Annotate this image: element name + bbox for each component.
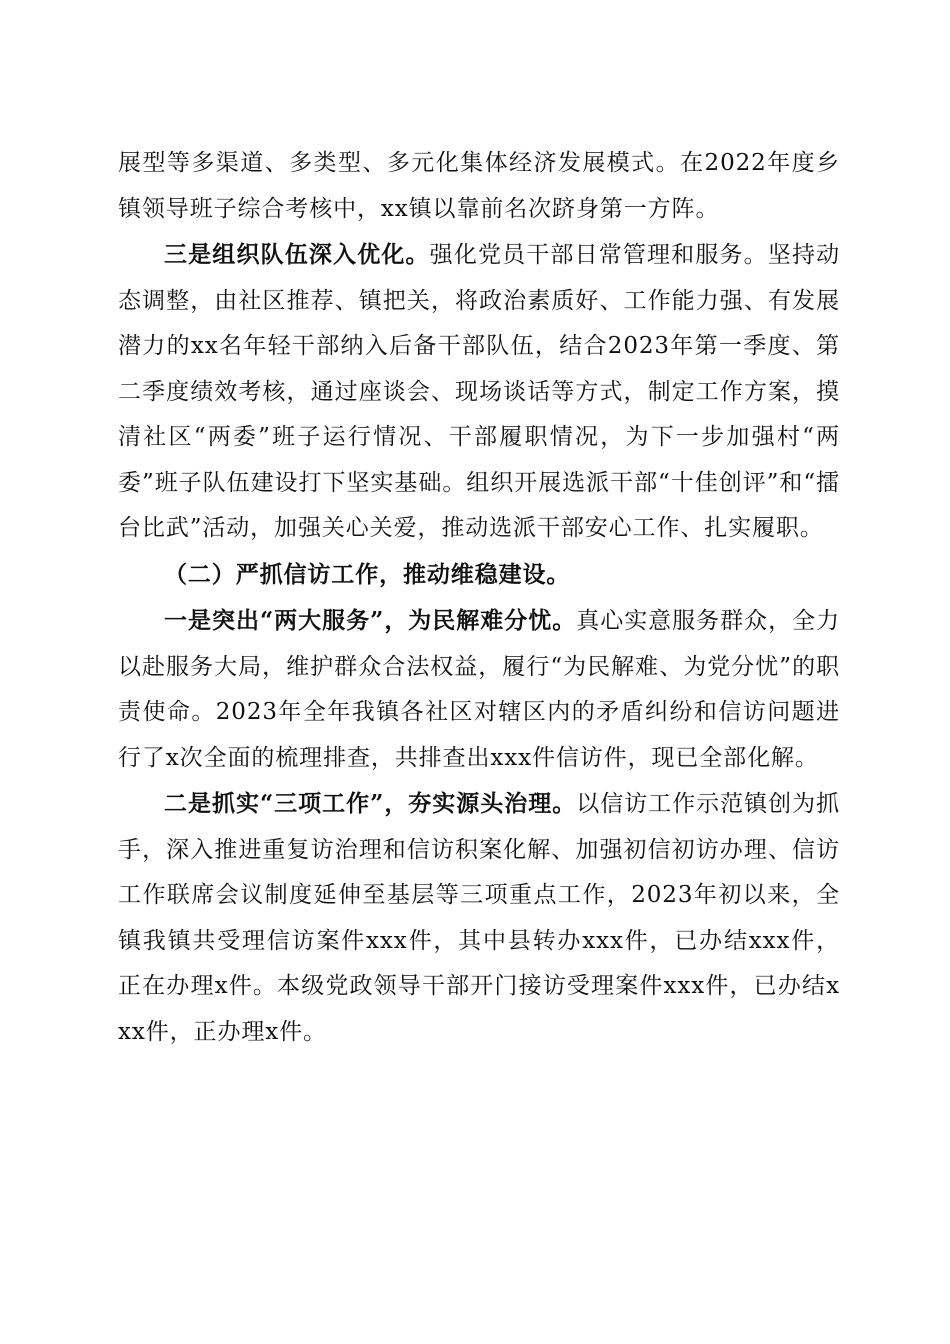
document-page	[118, 140, 840, 1055]
paragraph-4	[118, 598, 840, 781]
paragraph-2	[118, 232, 840, 552]
section-heading-text: （二）严抓信访工作，推动维稳建设。	[164, 560, 571, 588]
paragraph-5	[118, 781, 840, 1055]
paragraph-1	[118, 140, 840, 232]
paragraph-2-text: 强化党员干部日常管理和服务。坚持动态调整，由社区推荐、镇把关，将政治素质好、工作能力强、有发展潜力的xx名年轻干部纳入后备干部队伍，结合2023年第一季度、第二季度绩效考核，通过座谈会、现场谈话等方式，制定工作方案，摸清社区“两委”班子运行情况、干部履职情况，为下一步加强村“两委”班子队伍建设打下坚实基础。组织开展选派干部“十佳创评”和“擂台比武”活动，加强关心关爱，推动选派干部安心工作、扎实履职。	[118, 242, 840, 541]
paragraph-4-text: 真心实意服务群众，全力以赴服务大局，维护群众合法权益，履行“为民解难、为党分忧”的职责使命。2023年全年我镇各社区对辖区内的矛盾纠纷和信访问题进行了x次全面的梳理排查，共排查出xxx件信访件，现已全部化解。	[118, 608, 840, 771]
section-heading	[118, 552, 840, 599]
paragraph-4-lead: 一是突出“两大服务”，为民解难分忧。	[164, 607, 577, 634]
paragraph-5-lead: 二是抓实“三项工作”，夯实源头治理。	[164, 790, 577, 817]
paragraph-1-text: 展型等多渠道、多类型、多元化集体经济发展模式。在2022年度乡镇领导班子综合考核中，xx镇以靠前名次跻身第一方阵。	[118, 150, 840, 222]
paragraph-5-text: 以信访工作示范镇创为抓手，深入推进重复访治理和信访积案化解、加强初信初访办理、信访工作联席会议制度延伸至基层等三项重点工作，2023年初以来，全镇我镇共受理信访案件xxx件，其中县转办xxx件，已办结xxx件，正在办理x件。本级党政领导干部开门接访受理案件xxx件，已办结xxx件，正办理x件。	[118, 791, 840, 1045]
paragraph-2-lead: 三是组织队伍深入优化。	[164, 241, 430, 268]
